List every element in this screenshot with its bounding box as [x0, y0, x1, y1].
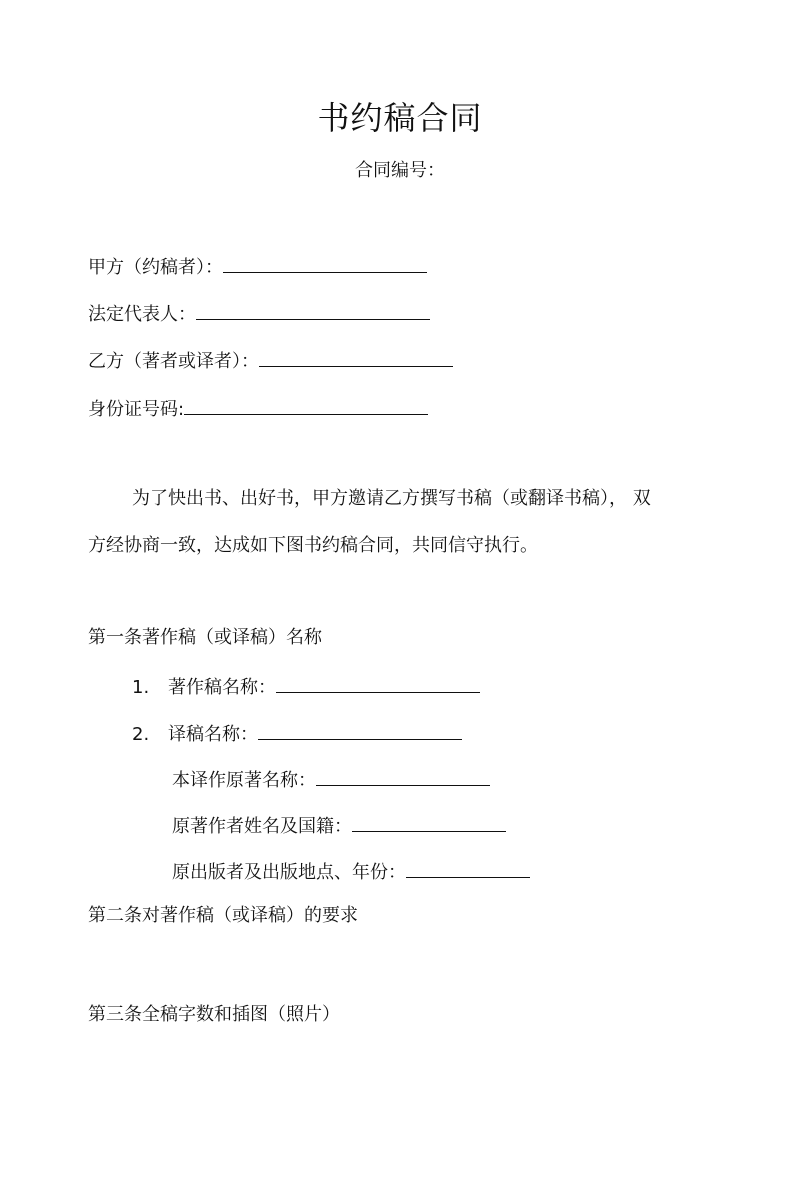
- original-author-row: [172, 811, 506, 840]
- party-a-row: [88, 252, 427, 281]
- work-title-blank[interactable]: [276, 672, 480, 693]
- item-1-number: 1.: [132, 677, 150, 698]
- contract-number-label: 合同编号：: [355, 160, 445, 181]
- intro-paragraph-line-1: 为了快出书、出好书，甲方邀请乙方撰写书稿（或翻译书稿）， 双: [132, 488, 651, 509]
- original-author-label: 原著作者姓名及国籍：: [172, 816, 352, 837]
- original-title-row: [172, 765, 490, 794]
- original-title-blank[interactable]: [316, 765, 490, 786]
- party-a-blank[interactable]: [223, 252, 427, 273]
- original-title-label: 本译作原著名称：: [172, 770, 316, 791]
- item-2-number: 2.: [132, 724, 150, 745]
- party-b-row: [88, 346, 453, 375]
- item-1-row: [132, 672, 480, 701]
- legal-rep-row: [88, 299, 430, 328]
- translation-title-blank[interactable]: [258, 719, 462, 740]
- item-2-row: [132, 719, 462, 748]
- legal-rep-label: 法定代表人：: [88, 304, 196, 325]
- legal-rep-blank[interactable]: [196, 299, 430, 320]
- party-b-label: 乙方（著者或译者）：: [88, 351, 259, 372]
- id-number-label: 身份证号码:: [88, 399, 185, 420]
- party-a-label: 甲方（约稿者）：: [88, 257, 223, 278]
- intro-paragraph-line-2: 方经协商一致，达成如下图书约稿合同，共同信守执行。: [88, 535, 538, 556]
- original-publisher-label: 原出版者及出版地点、年份：: [172, 862, 406, 883]
- original-publisher-row: [172, 857, 530, 886]
- article-2-heading: 第二条对著作稿（或译稿）的要求: [88, 905, 358, 926]
- article-3-heading: 第三条全稿字数和插图（照片）: [88, 1004, 340, 1025]
- id-number-row: [88, 394, 428, 423]
- party-b-blank[interactable]: [259, 346, 453, 367]
- document-title: 书约稿合同: [317, 99, 483, 137]
- item-2-label: 译稿名称：: [168, 724, 258, 745]
- item-1-label: 著作稿名称：: [168, 677, 276, 698]
- id-number-blank[interactable]: [184, 394, 428, 415]
- original-publisher-blank[interactable]: [406, 857, 530, 878]
- original-author-blank[interactable]: [352, 811, 506, 832]
- article-1-heading: 第一条著作稿（或译稿）名称: [88, 627, 322, 648]
